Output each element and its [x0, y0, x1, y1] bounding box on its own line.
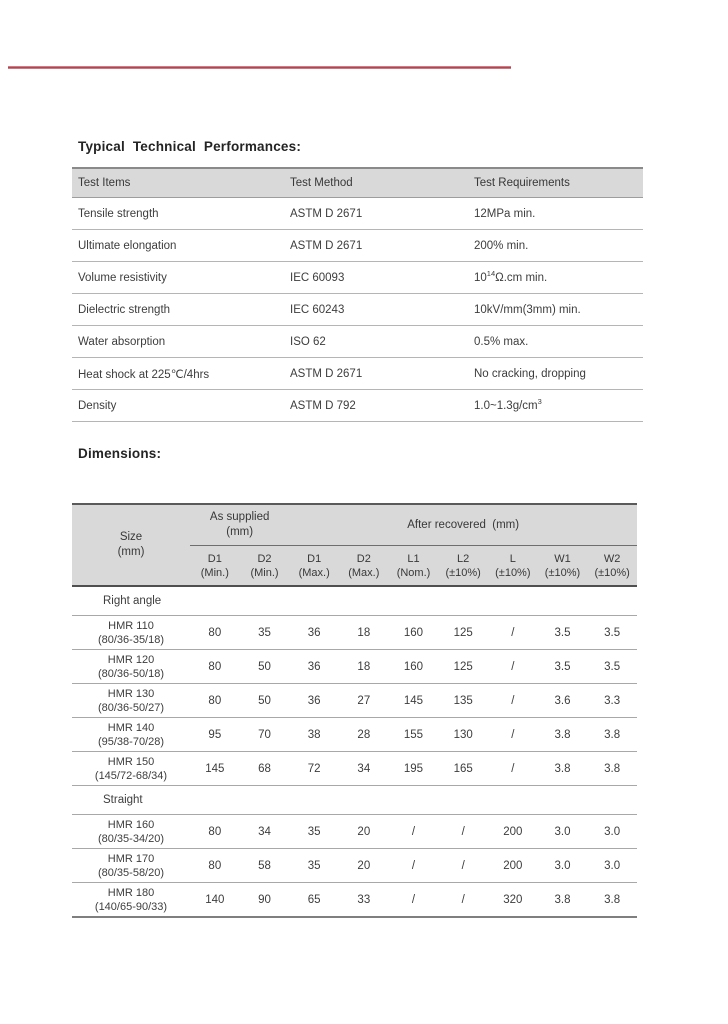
table-row: [72, 650, 637, 684]
dim-value: 38: [307, 728, 321, 741]
performance-table: [72, 167, 643, 422]
dim-value: 140: [205, 893, 225, 906]
col-header-l: L (±10%): [495, 552, 531, 579]
test-requirement: No cracking, dropping: [474, 367, 586, 380]
dim-value: 3.5: [554, 660, 571, 673]
test-item: Density: [78, 399, 117, 412]
dim-value: 135: [453, 694, 473, 707]
test-item: Ultimate elongation: [78, 239, 177, 252]
col-header-d2-max: D2 (Max.): [348, 552, 380, 579]
dim-value: 160: [403, 660, 424, 673]
dim-value: /: [461, 825, 465, 838]
test-requirement: 12MPa min.: [474, 207, 536, 220]
dim-value: 68: [258, 762, 271, 775]
dim-value: 200: [503, 859, 523, 872]
dim-value: 33: [357, 893, 371, 906]
dim-value: 35: [307, 825, 321, 838]
dim-value: 70: [258, 728, 271, 741]
table-row: [72, 849, 637, 883]
test-method: ASTM D 2671: [290, 207, 363, 220]
table-row: [72, 390, 643, 422]
size-cell: HMR 180 (140/65-90/33): [94, 886, 168, 913]
dim-value: /: [461, 893, 465, 906]
dim-value: /: [411, 859, 416, 872]
test-method: IEC 60243: [290, 303, 345, 316]
dim-value: 160: [403, 626, 424, 639]
dim-value: 35: [258, 626, 271, 639]
dim-value: 3.0: [554, 825, 571, 838]
dim-value: /: [411, 825, 416, 838]
test-requirement: 0.5% max.: [474, 335, 529, 348]
dim-value: /: [511, 694, 515, 707]
group-header-after-recovered: After recovered (mm): [289, 505, 637, 546]
col-header-w2: W2 (±10%): [594, 552, 630, 579]
dim-value: 35: [307, 859, 321, 872]
performance-section-title: Typical Technical Performances:: [78, 139, 302, 154]
dim-value: 3.8: [604, 728, 621, 741]
test-requirement: $10^{14}\Omega.cm$ min.: [474, 268, 548, 284]
test-method: IEC 60093: [290, 271, 345, 284]
size-cell: HMR 150 (145/72-68/34): [94, 755, 168, 782]
dim-value: 3.8: [554, 893, 571, 906]
dim-value: 3.0: [604, 825, 621, 838]
table-row: [72, 262, 643, 294]
size-cell: HMR 160 (80/35-34/20): [97, 818, 165, 845]
dim-value: 3.5: [604, 626, 621, 639]
test-item: Dielectric strength: [78, 303, 171, 316]
test-item: Tensile strength: [78, 207, 159, 220]
dim-value: 58: [258, 859, 271, 872]
group-header-as-supplied: As supplied (mm): [190, 505, 289, 546]
col-header-l1-nom: L1 (Nom.): [396, 552, 431, 579]
test-method: ISO 62: [290, 335, 326, 348]
dim-value: /: [461, 859, 465, 872]
table-row: [72, 230, 643, 262]
dim-value: 195: [403, 762, 424, 775]
dim-value: 3.8: [554, 762, 571, 775]
dim-value: 3.8: [604, 762, 621, 775]
dim-value: 80: [208, 660, 222, 673]
test-requirement: 10kV/mm(3mm) min.: [474, 303, 581, 316]
dim-value: /: [511, 762, 515, 775]
dim-value: 3.0: [554, 859, 571, 872]
size-cell: HMR 170 (80/35-58/20): [97, 852, 165, 879]
test-item: Water absorption: [78, 335, 166, 348]
dimensions-table: [72, 503, 637, 918]
dim-value: 3.5: [604, 660, 621, 673]
test-requirement: 200% min.: [474, 239, 529, 252]
dim-value: 18: [357, 626, 371, 639]
performance-table-header: [72, 167, 643, 198]
dim-value: 155: [403, 728, 424, 741]
table-row: [72, 616, 637, 650]
table-row: [72, 326, 643, 358]
dim-value: 3.8: [604, 893, 621, 906]
dim-value: 3.8: [554, 728, 571, 741]
col-header-size: Size (mm): [117, 531, 145, 558]
col-header-test-requirements: Test Requirements: [474, 177, 570, 189]
dim-value: 200: [503, 825, 523, 838]
test-method: ASTM D 2671: [290, 367, 363, 380]
col-header-test-method: Test Method: [290, 177, 353, 189]
dim-value: /: [411, 893, 416, 906]
dim-value: 3.0: [604, 859, 621, 872]
dim-value: 130: [453, 728, 473, 741]
dim-value: 18: [357, 660, 371, 673]
dim-value: 3.3: [604, 694, 621, 707]
dim-value: 80: [208, 825, 222, 838]
dim-value: 320: [503, 893, 523, 906]
table-row: [72, 883, 637, 918]
test-method: ASTM D 792: [290, 399, 356, 412]
size-cell: HMR 130 (80/36-50/27): [97, 687, 165, 714]
dim-value: 125: [453, 626, 473, 639]
dim-value: 145: [205, 762, 225, 775]
col-header-w1: W1 (±10%): [544, 552, 581, 579]
header-accent-line: [8, 66, 511, 69]
test-item: Volume resistivity: [78, 271, 167, 284]
dim-value: /: [511, 626, 515, 639]
dim-value: 36: [307, 626, 321, 639]
dim-value: 165: [453, 762, 473, 775]
dim-value: 72: [307, 762, 321, 775]
dim-value: 20: [357, 859, 371, 872]
dim-value: 27: [357, 694, 371, 707]
table-row: [72, 752, 637, 786]
dim-value: 36: [307, 660, 321, 673]
dim-value: 90: [258, 893, 271, 906]
dim-value: 80: [208, 626, 222, 639]
dim-value: 80: [208, 694, 222, 707]
test-item: Heat shock at 225℃/4hrs: [78, 368, 210, 381]
col-header-d1-min: D1 (Min.): [200, 552, 229, 579]
dim-value: 36: [307, 694, 321, 707]
dim-value: 50: [258, 694, 271, 707]
table-row: [72, 198, 643, 230]
section-row-straight: Straight: [72, 786, 637, 815]
dim-value: 34: [258, 825, 271, 838]
test-method: ASTM D 2671: [290, 239, 363, 252]
dim-value: 145: [403, 694, 424, 707]
dim-value: 80: [208, 859, 222, 872]
dim-value: /: [511, 728, 515, 741]
dim-value: 65: [307, 893, 321, 906]
size-cell: HMR 120 (80/36-50/18): [97, 653, 165, 680]
col-header-d1-max: D1 (Max.): [298, 552, 330, 579]
dim-value: 34: [357, 762, 371, 775]
table-row: [72, 815, 637, 849]
col-header-test-items: Test Items: [78, 177, 131, 189]
section-row-right-angle: Right angle: [72, 587, 637, 616]
col-header-l2: L2 (±10%): [445, 552, 481, 579]
dim-value: 3.6: [554, 694, 571, 707]
table-row: [72, 718, 637, 752]
dim-value: /: [511, 660, 515, 673]
dim-value: 20: [357, 825, 371, 838]
dimensions-section-title: Dimensions:: [78, 446, 162, 461]
col-header-d2-min: D2 (Min.): [250, 552, 279, 579]
table-row: [72, 358, 643, 390]
dim-value: 95: [208, 728, 222, 741]
dim-value: 28: [357, 728, 371, 741]
table-row: [72, 294, 643, 326]
dim-value: 125: [453, 660, 473, 673]
size-cell: HMR 110 (80/36-35/18): [97, 619, 165, 646]
dimensions-table-header: [72, 503, 637, 587]
dim-value: 3.5: [554, 626, 571, 639]
size-cell: HMR 140 (95/38-70/28): [97, 721, 165, 748]
dim-value: 50: [258, 660, 271, 673]
test-requirement: $1.0\sim 1.3g/cm^3$: [474, 396, 542, 412]
table-row: [72, 684, 637, 718]
